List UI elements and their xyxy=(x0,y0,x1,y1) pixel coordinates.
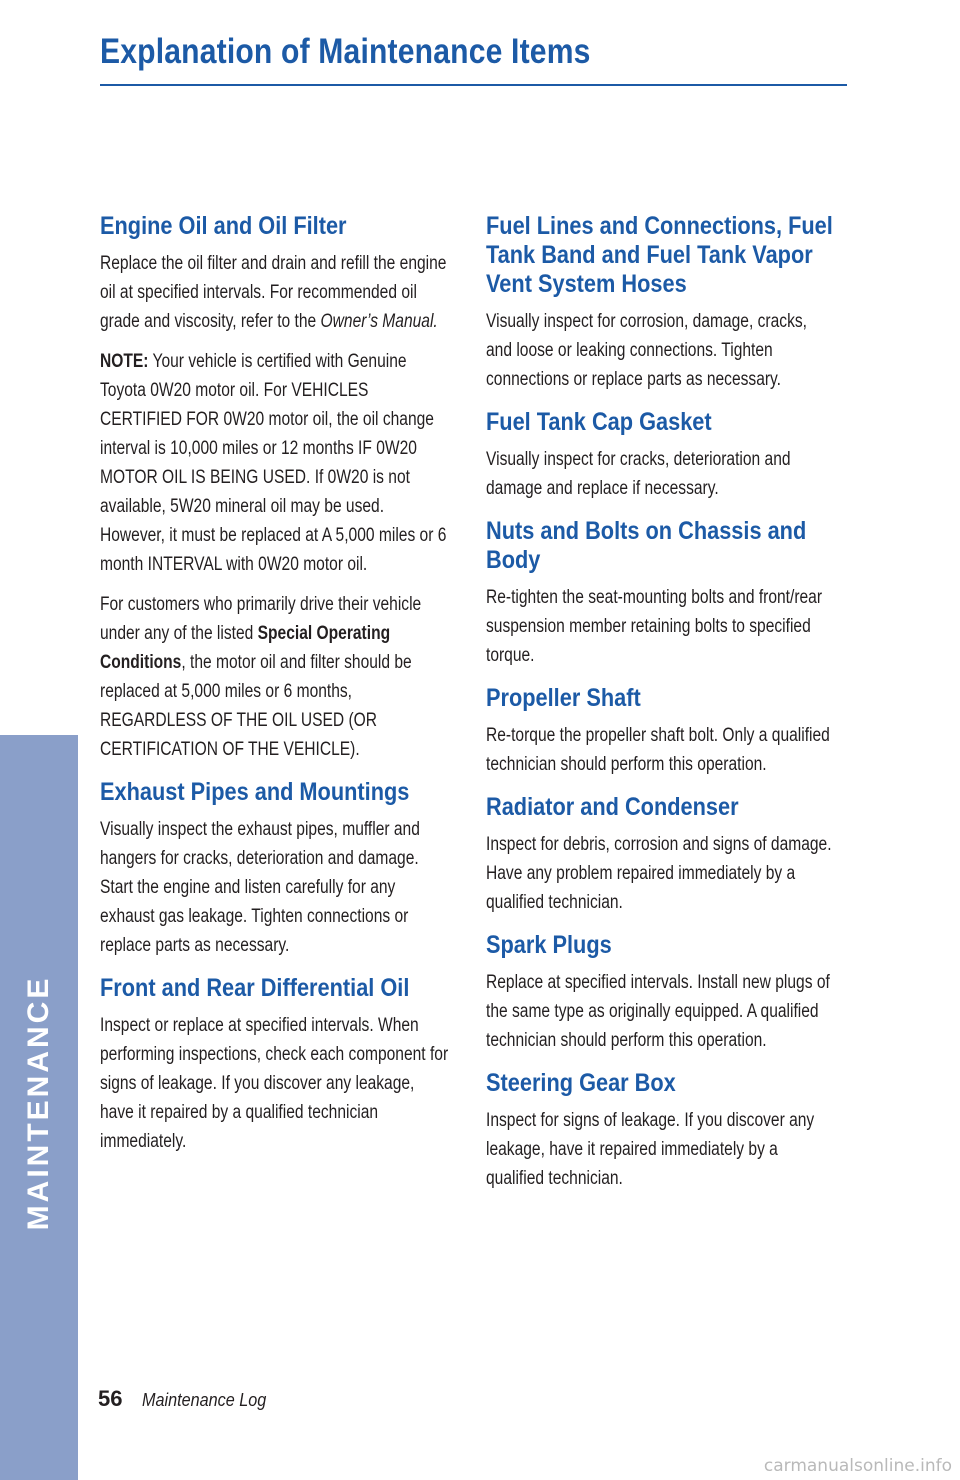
section-heading-exhaust: Exhaust Pipes and Mountings xyxy=(100,778,410,806)
section-radiator xyxy=(486,793,836,917)
page-footer xyxy=(98,1386,281,1412)
propeller-text: Re-torque the propeller shaft bolt. Only a qualified technician should perform this operation. xyxy=(486,725,830,775)
radiator-text: Inspect for debris, corrosion and signs of damage. Have any problem repaired immediately by a qualified technician. xyxy=(486,834,832,913)
section-nuts-bolts xyxy=(486,517,836,670)
engine-oil-note xyxy=(100,347,450,579)
section-heading-fuel-cap: Fuel Tank Cap Gasket xyxy=(486,408,712,436)
maintenance-side-label: MAINTENANCE xyxy=(22,975,55,1231)
note-label: NOTE: xyxy=(100,351,149,372)
footer-label: Maintenance Log xyxy=(142,1390,267,1410)
section-heading-spark-plugs: Spark Plugs xyxy=(486,931,612,959)
section-spark-plugs xyxy=(486,931,836,1055)
section-exhaust xyxy=(100,778,450,960)
section-heading-engine-oil: Engine Oil and Oil Filter xyxy=(100,212,347,240)
right-column xyxy=(486,212,836,1207)
left-column xyxy=(100,212,450,1170)
special-conditions-paragraph xyxy=(100,590,450,764)
steering-text: Inspect for signs of leakage. If you discover any leakage, have it repaired immediately by a qualified technician. xyxy=(486,1110,815,1189)
title-divider xyxy=(100,84,847,86)
special-conditions-text-a: For customers who primarily drive their vehicle under any of the listed xyxy=(100,594,422,644)
section-heading-nuts-bolts: Nuts and Bolts on Chassis and Body xyxy=(486,517,807,574)
watermark: carmanualsonline.info xyxy=(763,1456,952,1476)
differential-text: Inspect or replace at specified intervals. When performing inspections, check each component for signs of leakage. If you discover any leakage, have it repaired by a qualified technician immediately. xyxy=(100,1015,449,1152)
special-conditions-term: Special Operating Conditions xyxy=(100,623,391,673)
spark-plugs-text: Replace at specified intervals. Install new plugs of the same type as originally equipped. A qualified technician should perform this operation. xyxy=(486,972,830,1051)
section-fuel-cap xyxy=(486,408,836,503)
engine-oil-text: Replace the oil filter and drain and refill the engine oil at specified intervals. For recommended oil grade and viscosity, refer to the xyxy=(100,253,447,332)
fuel-cap-text: Visually inspect for cracks, deterioration and damage and replace if necessary. xyxy=(486,449,791,499)
section-heading-propeller: Propeller Shaft xyxy=(486,684,641,712)
exhaust-text: Visually inspect the exhaust pipes, muffler and hangers for cracks, deterioration and damage. Start the engine and listen carefully for any exhaust gas leakage. Tighten connections or replace parts as necessary. xyxy=(100,819,420,956)
nuts-bolts-text: Re-tighten the seat-mounting bolts and front/rear suspension member retaining bolts to specified torque. xyxy=(486,587,823,666)
special-conditions-text-b: , the motor oil and filter should be replaced at 5,000 miles or 6 months, REGARDLESS OF THE OIL USED (OR CERTIFICATION OF THE VEHICLE). xyxy=(100,652,412,760)
page-number: 56 xyxy=(98,1386,123,1411)
page-title: Explanation of Maintenance Items xyxy=(100,32,591,71)
fuel-lines-text: Visually inspect for corrosion, damage, cracks, and loose or leaking connections. Tighten connections or replace parts as necessary. xyxy=(486,311,807,390)
engine-oil-paragraph xyxy=(100,249,450,336)
section-heading-fuel-lines: Fuel Lines and Connections, Fuel Tank Band and Fuel Tank Vapor Vent System Hoses xyxy=(486,212,833,298)
section-engine-oil xyxy=(100,212,450,764)
section-heading-steering: Steering Gear Box xyxy=(486,1069,676,1097)
owners-manual-reference: Owner’s Manual. xyxy=(320,311,438,332)
section-differential xyxy=(100,974,450,1156)
note-text: Your vehicle is certified with Genuine Toyota 0W20 motor oil. For VEHICLES CERTIFIED FOR 0W20 motor oil, the oil change interval is 10,000 miles or 12 months IF 0W20 MOTOR OIL IS BEING USED. If 0W20 is not available, 5W20 mineral oil may be used. However, it must be replaced at A 5,000 miles or 6 month INTERVAL with 0W20 motor oil. xyxy=(100,351,447,575)
section-fuel-lines xyxy=(486,212,836,394)
section-steering xyxy=(486,1069,836,1193)
section-propeller xyxy=(486,684,836,779)
section-heading-radiator: Radiator and Condenser xyxy=(486,793,739,821)
section-heading-differential: Front and Rear Differential Oil xyxy=(100,974,410,1002)
